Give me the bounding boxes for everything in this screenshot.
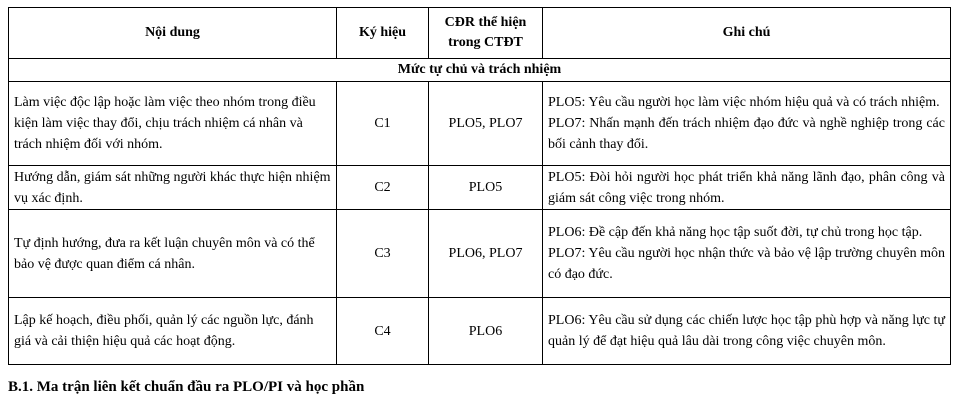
header-symbol: Ký hiệu — [337, 8, 429, 59]
row-plo: PLO5 — [429, 166, 543, 210]
row-symbol: C1 — [337, 82, 429, 166]
row-note — [543, 210, 951, 298]
table-header-row — [9, 8, 951, 59]
note-paragraph: PLO6: Đề cập đến khả năng học tập suốt đời, tự chủ trong học tập. — [548, 225, 923, 240]
header-note: Ghi chú — [543, 8, 951, 59]
section-title: Mức tự chủ và trách nhiệm — [9, 59, 951, 82]
section-heading-b1: B.1. Ma trận liên kết chuẩn đầu ra PLO/PI và học phần — [8, 379, 365, 395]
table-row — [9, 298, 951, 365]
row-note — [543, 298, 951, 365]
row-symbol: C4 — [337, 298, 429, 365]
section-row — [9, 59, 951, 82]
note-paragraph: PLO7: Nhấn mạnh đến trách nhiệm đạo đức và nghề nghiệp trong các bối cảnh thay đổi. — [548, 116, 945, 152]
row-content: Lập kế hoạch, điều phối, quản lý các nguồn lực, đánh giá và cải thiện hiệu quả các hoạt động. — [9, 298, 337, 365]
table-row — [9, 210, 951, 298]
row-plo: PLO6, PLO7 — [429, 210, 543, 298]
header-plo: CĐR thể hiện trong CTĐT — [429, 8, 543, 59]
note-paragraph: PLO5: Yêu cầu người học làm việc nhóm hiệu quả và có trách nhiệm. — [548, 95, 940, 110]
row-content: Tự định hướng, đưa ra kết luận chuyên môn và có thể bảo vệ được quan điểm cá nhân. — [9, 210, 337, 298]
note-paragraph: PLO7: Yêu cầu người học nhận thức và bảo vệ lập trường chuyên môn có đạo đức. — [548, 246, 945, 282]
row-symbol: C3 — [337, 210, 429, 298]
row-content: Làm việc độc lập hoặc làm việc theo nhóm trong điều kiện làm việc thay đổi, chịu trách nhiệm cá nhân và trách nhiệm đối với nhóm. — [9, 82, 337, 166]
row-plo: PLO5, PLO7 — [429, 82, 543, 166]
row-note — [543, 166, 951, 210]
header-content: Nội dung — [9, 8, 337, 59]
row-content: Hướng dẫn, giám sát những người khác thực hiện nhiệm vụ xác định. — [9, 166, 337, 210]
note-paragraph: PLO5: Đòi hỏi người học phát triển khả năng lãnh đạo, phân công và giám sát công việc trong nhóm. — [548, 169, 945, 206]
table-row — [9, 166, 951, 210]
row-plo: PLO6 — [429, 298, 543, 365]
learning-outcomes-table — [8, 7, 951, 365]
row-symbol: C2 — [337, 166, 429, 210]
note-paragraph: PLO6: Yêu cầu sử dụng các chiến lược học tập phù hợp và năng lực tự quản lý để đạt hiệu quả lâu dài trong công việc chuyên môn. — [548, 313, 945, 349]
table-row — [9, 82, 951, 166]
row-note — [543, 82, 951, 166]
